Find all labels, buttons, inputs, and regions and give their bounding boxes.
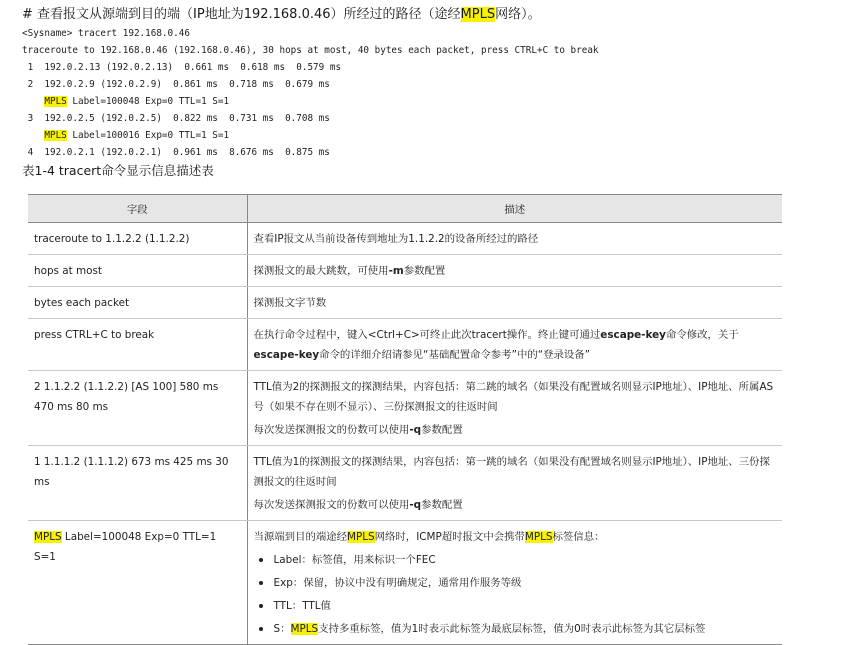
bullet-dot-icon bbox=[259, 558, 263, 562]
code-text: 4 192.0.2.1 (192.0.2.1) 0.961 ms 8.676 ms 0.875 ms bbox=[22, 147, 330, 158]
text-run: 支持多重标签，值为1时表示此标签为最底层标签，值为0时表示此标签为其它层标签 bbox=[318, 623, 706, 635]
text-run: S： bbox=[273, 623, 291, 635]
cell-description bbox=[247, 319, 782, 371]
example-heading bbox=[22, 6, 541, 24]
text-run: 命令修改，关于 bbox=[665, 329, 739, 341]
text-run: 在执行命令过程中，键入<Ctrl+C>可终止此次tracert操作。终止键可通过 bbox=[253, 329, 601, 341]
table-row bbox=[28, 319, 782, 371]
text-run: TTL值为1的探测报文的探测结果，内容包括：第一跳的域名（如果没有配置域名则显示IP地址）、IP地址、三份探测报文的往返时间 bbox=[253, 456, 770, 488]
bullet-item bbox=[254, 619, 777, 639]
cell-field: press CTRL+C to break bbox=[28, 319, 247, 371]
cell-description bbox=[247, 446, 782, 521]
parameter-keyword: -q bbox=[409, 499, 422, 511]
heading-text: 网络）。 bbox=[495, 7, 541, 22]
code-text: <Sysname> tracert 192.168.0.46 bbox=[22, 28, 190, 39]
description-paragraph bbox=[254, 293, 777, 313]
mpls-highlight: MPLS bbox=[347, 531, 375, 543]
code-text: 2 192.0.2.9 (192.0.2.9) 0.861 ms 0.718 ms 0.679 ms bbox=[22, 79, 330, 90]
cell-field: 2 1.1.2.2 (1.1.2.2) [AS 100] 580 ms 470 ms 80 ms bbox=[28, 371, 247, 446]
code-text bbox=[22, 96, 44, 107]
cell-description bbox=[247, 521, 782, 645]
code-line bbox=[22, 25, 599, 42]
header-description: 描述 bbox=[247, 195, 782, 223]
mpls-highlight: MPLS bbox=[524, 531, 553, 543]
code-line bbox=[22, 110, 599, 127]
text-run: 探测报文的最大跳数，可使用 bbox=[253, 265, 389, 277]
table-header-row bbox=[28, 195, 782, 223]
bullet-item bbox=[254, 573, 777, 593]
code-text bbox=[22, 130, 44, 141]
cell-description bbox=[247, 255, 782, 287]
code-line bbox=[22, 144, 599, 161]
bullet-item bbox=[254, 550, 777, 570]
bullet-dot-icon bbox=[259, 581, 263, 585]
mpls-field-list bbox=[254, 550, 777, 639]
mpls-highlight: MPLS bbox=[460, 7, 496, 22]
mpls-highlight: MPLS bbox=[34, 531, 62, 543]
table-row bbox=[28, 255, 782, 287]
bullet-dot-icon bbox=[259, 604, 263, 608]
cell-description bbox=[247, 287, 782, 319]
mpls-highlight: MPLS bbox=[44, 130, 67, 141]
text-run: Exp：保留，协议中没有明确规定，通常用作服务等级 bbox=[273, 577, 522, 589]
description-paragraph bbox=[254, 229, 777, 249]
code-line bbox=[22, 127, 599, 144]
cell-field bbox=[28, 521, 247, 645]
heading-text: # 查看报文从源端到目的端（IP地址为192.168.0.46）所经过的路径（途经 bbox=[22, 7, 461, 22]
text-run: 探测报文字节数 bbox=[253, 297, 327, 309]
cell-description bbox=[247, 223, 782, 255]
table-row bbox=[28, 287, 782, 319]
parameter-keyword: -m bbox=[388, 265, 404, 277]
bullet-dot-icon bbox=[259, 627, 263, 631]
table-row bbox=[28, 371, 782, 446]
text-run: Label：标签值，用来标识一个FEC bbox=[273, 554, 436, 566]
code-text: 3 192.0.2.5 (192.0.2.5) 0.822 ms 0.731 ms 0.708 ms bbox=[22, 113, 330, 124]
cell-description bbox=[247, 371, 782, 446]
description-paragraph bbox=[254, 452, 777, 492]
description-paragraph bbox=[254, 420, 777, 440]
text-run: 命令的详细介绍请参见“基础配置命令参考”中的“登录设备” bbox=[319, 349, 591, 361]
code-line bbox=[22, 76, 599, 93]
table-row bbox=[28, 446, 782, 521]
description-paragraph bbox=[254, 261, 777, 281]
field-description-table bbox=[28, 194, 782, 645]
text-run: 网络时，ICMP超时报文中会携带 bbox=[374, 531, 525, 543]
code-line bbox=[22, 59, 599, 76]
text-run: 当源端到目的端途经 bbox=[253, 531, 348, 543]
cell-field: bytes each packet bbox=[28, 287, 247, 319]
parameter-keyword: -q bbox=[409, 424, 422, 436]
text-run: 查看IP报文从当前设备传到地址为1.1.2.2的设备所经过的路径 bbox=[253, 233, 539, 245]
table-row bbox=[28, 521, 782, 645]
code-text: traceroute to 192.168.0.46 (192.168.0.46), 30 hops at most, 40 bytes each packet, press CTRL+C to break bbox=[22, 45, 599, 56]
description-paragraph bbox=[254, 377, 777, 417]
code-text: Label=100048 Exp=0 TTL=1 S=1 bbox=[66, 96, 230, 107]
parameter-keyword: escape-key bbox=[600, 329, 666, 341]
text-run: TTL：TTL值 bbox=[273, 600, 331, 612]
description-paragraph bbox=[254, 325, 777, 365]
text-run: 参数配置 bbox=[421, 424, 463, 436]
text-run: 每次发送探测报文的份数可以使用 bbox=[253, 499, 410, 511]
mpls-highlight: MPLS bbox=[290, 623, 319, 635]
header-field: 字段 bbox=[28, 195, 247, 223]
cell-field: traceroute to 1.1.2.2 (1.1.2.2) bbox=[28, 223, 247, 255]
text-run: 参数配置 bbox=[403, 265, 446, 277]
bullet-item bbox=[254, 596, 777, 616]
code-line bbox=[22, 42, 599, 59]
cell-field: 1 1.1.1.2 (1.1.1.2) 673 ms 425 ms 30 ms bbox=[28, 446, 247, 521]
table-row bbox=[28, 223, 782, 255]
command-output-block bbox=[22, 25, 599, 161]
text-run: TTL值为2的探测报文的探测结果，内容包括：第二跳的域名（如果没有配置域名则显示IP地址）、IP地址、所属AS号（如果不存在则不显示）、三份探测报文的往返时间 bbox=[253, 381, 774, 413]
table-caption: 表1-4 tracert命令显示信息描述表 bbox=[22, 163, 214, 178]
cell-field: hops at most bbox=[28, 255, 247, 287]
code-text: Label=100016 Exp=0 TTL=1 S=1 bbox=[66, 130, 230, 141]
description-paragraph bbox=[254, 527, 777, 547]
description-paragraph bbox=[254, 495, 777, 515]
code-text: 1 192.0.2.13 (192.0.2.13) 0.661 ms 0.618 ms 0.579 ms bbox=[22, 62, 342, 73]
text-run: 每次发送探测报文的份数可以使用 bbox=[253, 424, 410, 436]
text-run: 参数配置 bbox=[421, 499, 463, 511]
parameter-keyword: escape-key bbox=[253, 349, 320, 361]
text-run: 标签信息： bbox=[552, 531, 605, 543]
mpls-highlight: MPLS bbox=[44, 96, 67, 107]
code-line bbox=[22, 93, 599, 110]
text-run: Label=100048 Exp=0 TTL=1 S=1 bbox=[34, 531, 217, 563]
